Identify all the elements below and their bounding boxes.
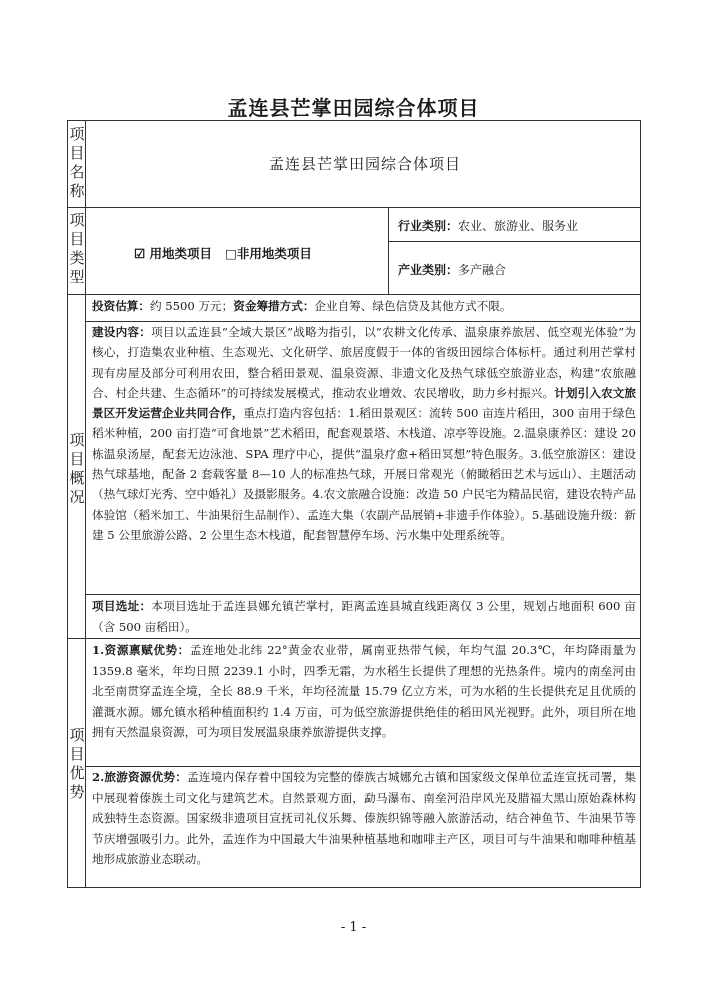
row-divider: [68, 207, 640, 208]
sector-label: 产业类别：: [398, 263, 459, 277]
project-site: [92, 596, 636, 637]
label-project-advantages: 项目优势: [69, 726, 85, 801]
sector-value: 多产融合: [458, 263, 507, 277]
page-number: - 1 -: [340, 920, 367, 935]
fund-label: 资金筹措方式：: [233, 299, 315, 313]
type-inner-divider: [388, 241, 640, 242]
label-project-type: 项目类型: [69, 211, 85, 286]
document-title: 孟连县芒掌田园综合体项目: [227, 96, 480, 120]
plan-text: 重点打造内容包括：1.稻田景观区：流转 500 亩连片稻田，300 亩用于绿色稻米种植，200 亩打造“可食地景”艺术稻田，配套观景塔、木栈道、凉亭等设施。2.温泉康养区：建设 20 栋温泉汤屋，配套无边泳池、SPA 理疗中心，提供“温泉疗愈+稻田冥想”特色服务。3.低空旅游区：建设热气球基地，配备 2 套载客量 8—10 人的标准热气球，开展日常观光（俯瞰稻田艺术与远山）、主题活动（热气球灯光秀、空中婚礼）及摄影服务。4.农文旅融合设施：改造 50 户民宅为精品民宿，建设农特产品体验馆（稻米加工、牛油果衍生品制作）、孟连大集（农副产品展销+非遗手作体验）。5.基础设施升级：新建 5 公里旅游公路、2 公里生态木栈道，配套智慧停车场、污水集中处理系统等。: [92, 406, 636, 542]
land-project-checked: ☑ 用地类项目: [134, 246, 213, 261]
fund-value: 企业自筹、绿色信贷及其他方式不限。: [314, 299, 512, 313]
overview-inner-divider: [85, 594, 640, 595]
type-split-divider: [388, 207, 389, 294]
advantage-1-text: 孟连地处北纬 22°黄金农业带，属南亚热带气候，年均气温 20.3℃，年均降雨量为 1359.8 毫米，年均日照 2239.1 小时，四季无霜，为水稻生长提供了理想的光热条件。境内的南垒河由北至南贯穿孟连全境，全长 88.9 千米，年均径流量 15.79 亿立方米，可为水稻的生长提供充足且优质的灌溉水源。娜允镇水稻种植面积约 1.4 万亩，可为低空旅游提供绝佳的稻田风光视野。此外，项目所在地拥有天然温泉资源，可为项目发展温泉康养旅游提供支撑。: [92, 643, 636, 740]
invest-label: 投资估算：: [92, 299, 150, 313]
sector-category: [398, 261, 506, 278]
project-name-value: 孟连县芒掌田园综合体项目: [269, 155, 462, 173]
content-text: 项目以孟连县“全域大景区”战略为指引，以“农耕文化传承、温泉康养旅居、低空观光体验”为核心，打造集农业种植、生态观光、文化研学、旅居度假于一体的省级田园综合体标杆。通过利用芒掌村现有房屋及部分可利用农田，整合稻田景观、温泉资源、非遗文化及热气球低空旅游业态，构建“农旅融合、村企共建、生态循环”的可持续发展模式，推动农业增效、农民增收，助力乡村振兴。: [92, 325, 636, 400]
industry-value: 农业、旅游业、服务业: [458, 219, 579, 233]
project-table: [67, 120, 641, 888]
invest-value: 约 5500 万元；: [149, 299, 234, 313]
label-project-name: 项目名称: [69, 125, 85, 200]
site-text: 本项目选址于孟连县娜允镇芒掌村，距离孟连县城直线距离仅 3 公里，规划占地面积 600 亩（含 500 亩稻田）。: [92, 599, 636, 634]
row-divider: [68, 638, 640, 639]
industry-label: 行业类别：: [398, 219, 459, 233]
advantage-2-text: 孟连境内保存着中国较为完整的傣族古城娜允古镇和国家级文保单位孟连宣抚司署，集中展现着傣族土司文化与建筑艺术。自然景观方面，勐马瀑布、南垒河沿岸风光及腊福大黑山原始森林构成独特生态资源。国家级非遗项目宣抚司礼仪乐舞、傣族织锦等融入旅游活动，结合神鱼节、牛油果节等节庆增强吸引力。此外，孟连作为中国最大牛油果种植基地和咖啡主产区，项目可与牛油果和咖啡种植基地形成旅游业态联动。: [92, 770, 636, 867]
advantage-tourism: [92, 767, 636, 870]
land-type-checkboxes: [134, 244, 312, 262]
industry-category: [398, 217, 578, 234]
advantage-1-label: 1.资源禀赋优势：: [92, 643, 190, 657]
investment-line: [92, 296, 636, 317]
advantage-resources: [92, 640, 636, 743]
construction-content: [92, 322, 636, 545]
advantage-2-label: 2.旅游资源优势：: [92, 770, 188, 784]
row-divider: [68, 294, 640, 295]
content-label: 建设内容：: [92, 325, 152, 339]
plan-bold: 计划引入农文旅景区开发运营企业共同合作，: [92, 385, 636, 421]
non-land-project-unchecked: □非用地类项目: [225, 246, 312, 261]
site-label: 项目选址：: [92, 599, 152, 613]
label-project-overview: 项目概况: [69, 431, 85, 506]
